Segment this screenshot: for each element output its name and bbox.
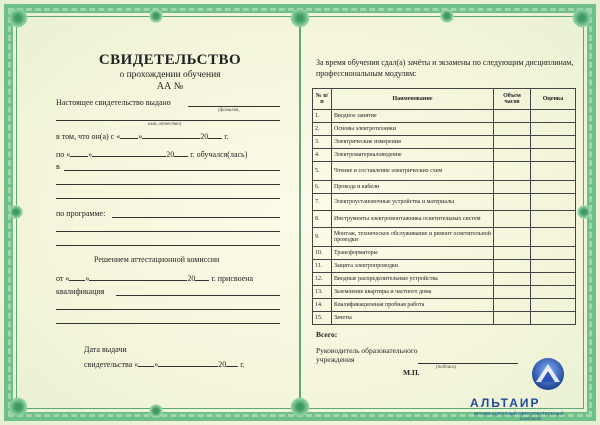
subject-name: Инструменты электромонтажника осветительных систем <box>332 211 494 228</box>
row-number: 3. <box>313 136 332 149</box>
top-rosette <box>149 9 163 23</box>
subject-name: Зачеты <box>332 312 494 325</box>
institution-line <box>56 198 280 199</box>
from-date-label: в том, что он(а) с « » 20 г. <box>56 128 229 141</box>
row-number: 10. <box>313 247 332 260</box>
name-line <box>56 120 280 121</box>
program-line <box>56 245 280 246</box>
grade-cell <box>531 136 576 149</box>
subject-name: Основы электротехники <box>332 123 494 136</box>
side-rosette <box>9 205 23 219</box>
subjects-table <box>312 88 576 325</box>
table-row <box>313 110 576 123</box>
certificate-title: СВИДЕТЕЛЬСТВО <box>98 52 242 68</box>
row-number: 2. <box>313 123 332 136</box>
table-row <box>313 194 576 211</box>
bottom-rosette <box>149 404 163 418</box>
row-number: 4. <box>313 149 332 162</box>
table-row <box>313 273 576 286</box>
column-header-grade: Оценка <box>531 89 576 110</box>
corner-ornament <box>8 8 28 28</box>
qualification-label: квалификация <box>56 287 105 296</box>
row-number: 11. <box>313 260 332 273</box>
program-line <box>112 217 280 218</box>
grade-cell <box>531 260 576 273</box>
institution-line <box>56 184 280 185</box>
table-header-row <box>313 89 576 110</box>
subject-name: Электрические измерения <box>332 136 494 149</box>
subject-name: Монтаж, техническое обслуживание и ремонт осветительной проводки <box>332 228 494 247</box>
table-row <box>313 162 576 181</box>
hours-cell <box>494 260 531 273</box>
column-header-hours: Объем часов <box>494 89 531 110</box>
top-center-ornament <box>290 8 310 28</box>
table-row <box>313 247 576 260</box>
subject-name: Электроустановочные устройства и материалы <box>332 194 494 211</box>
hours-cell <box>494 247 531 260</box>
certificate-series: АА № <box>156 81 184 92</box>
hours-cell <box>494 136 531 149</box>
bottom-center-ornament <box>290 397 310 417</box>
institution-line <box>64 170 280 171</box>
subject-name: Чтение и составление электрических схем <box>332 162 494 181</box>
table-row <box>313 299 576 312</box>
row-number: 13. <box>313 286 332 299</box>
grade-cell <box>531 211 576 228</box>
grade-cell <box>531 149 576 162</box>
page-fold-divider <box>299 14 301 411</box>
table-row <box>313 181 576 194</box>
row-number: 6. <box>313 181 332 194</box>
hours-cell <box>494 123 531 136</box>
grade-cell <box>531 181 576 194</box>
grade-cell <box>531 194 576 211</box>
program-label: по программе: <box>56 209 106 218</box>
stamp-place-label: М.П. <box>403 368 420 377</box>
name-hint: имя, отчество) <box>148 122 182 127</box>
table-row <box>313 312 576 325</box>
grade-cell <box>531 273 576 286</box>
hours-cell <box>494 312 531 325</box>
row-number: 9. <box>313 228 332 247</box>
grade-cell <box>531 123 576 136</box>
top-rosette <box>440 9 454 23</box>
qualification-line <box>56 309 280 310</box>
subject-name: Вводное занятие <box>332 110 494 123</box>
logo-subtitle: ИННОВАЦИОННЫЙ ОБРАЗОВАТЕЛЬНЫЙ <box>474 411 565 416</box>
hours-cell <box>494 286 531 299</box>
qualification-line <box>56 323 280 324</box>
qualification-line <box>116 295 280 296</box>
grade-cell <box>531 247 576 260</box>
corner-ornament <box>8 397 28 417</box>
subject-name: Трансформаторы <box>332 247 494 260</box>
row-number: 14. <box>313 299 332 312</box>
certificate-subtitle: о прохождении обучения <box>119 70 221 80</box>
row-number: 5. <box>313 162 332 181</box>
table-row <box>313 286 576 299</box>
table-row <box>313 211 576 228</box>
to-date-label: по « » 20 г. обучался(лась) <box>56 146 247 159</box>
hours-cell <box>494 149 531 162</box>
issued-to-label: Настоящее свидетельство выдано <box>56 98 171 107</box>
hours-cell <box>494 299 531 312</box>
row-number: 7. <box>313 194 332 211</box>
subject-name: Провода и кабели <box>332 181 494 194</box>
grade-cell <box>531 299 576 312</box>
surname-line <box>188 106 280 107</box>
corner-ornament <box>572 8 592 28</box>
subject-name: Квалификационная пробная работа <box>332 299 494 312</box>
column-header-name: Наименование <box>332 89 494 110</box>
logo-name: АЛЬТАИР <box>470 396 541 410</box>
program-line <box>56 231 280 232</box>
row-number: 15. <box>313 312 332 325</box>
logo-subtitle-2: КОМПЛЕКС <box>520 416 543 421</box>
row-number: 1. <box>313 110 332 123</box>
subjects-intro: За время обучения сдал(а) зачёты и экзамены по следующим дисциплинам, профессиональным модулям: <box>316 58 574 78</box>
table-row <box>313 123 576 136</box>
issue-date-line: свидетельства « » 20 г. <box>84 356 245 369</box>
commission-date-label: от « » 20 г. присвоена <box>56 270 253 283</box>
subject-name: Вводные распределительные устройства <box>332 273 494 286</box>
hours-cell <box>494 110 531 123</box>
row-number: 8. <box>313 211 332 228</box>
table-row <box>313 260 576 273</box>
table-row <box>313 228 576 247</box>
grade-cell <box>531 162 576 181</box>
grade-cell <box>531 312 576 325</box>
side-rosette <box>577 205 591 219</box>
hours-cell <box>494 181 531 194</box>
signature-hint: (подпись) <box>436 365 457 370</box>
subject-name: Электроматериаловедение <box>332 149 494 162</box>
grade-cell <box>531 110 576 123</box>
hours-cell <box>494 162 531 181</box>
row-number: 12. <box>313 273 332 286</box>
subject-name: Защита электропроводки <box>332 260 494 273</box>
grade-cell <box>531 286 576 299</box>
hours-cell <box>494 273 531 286</box>
total-label: Всего: <box>316 330 338 339</box>
commission-label: Решением аттестационной комиссии <box>94 255 220 264</box>
surname-hint: (фамилия, <box>218 108 240 113</box>
grade-cell <box>531 228 576 247</box>
issue-date-label: Дата выдачи <box>84 345 127 354</box>
hours-cell <box>494 194 531 211</box>
head-of-institution-label: Руководитель образовательного учреждения <box>316 346 418 364</box>
column-header-num: № п/п <box>313 89 332 110</box>
table-row <box>313 149 576 162</box>
institution-label: в <box>56 162 60 171</box>
hours-cell <box>494 211 531 228</box>
subject-name: Заземление квартиры и частного дома <box>332 286 494 299</box>
hours-cell <box>494 228 531 247</box>
table-row <box>313 136 576 149</box>
